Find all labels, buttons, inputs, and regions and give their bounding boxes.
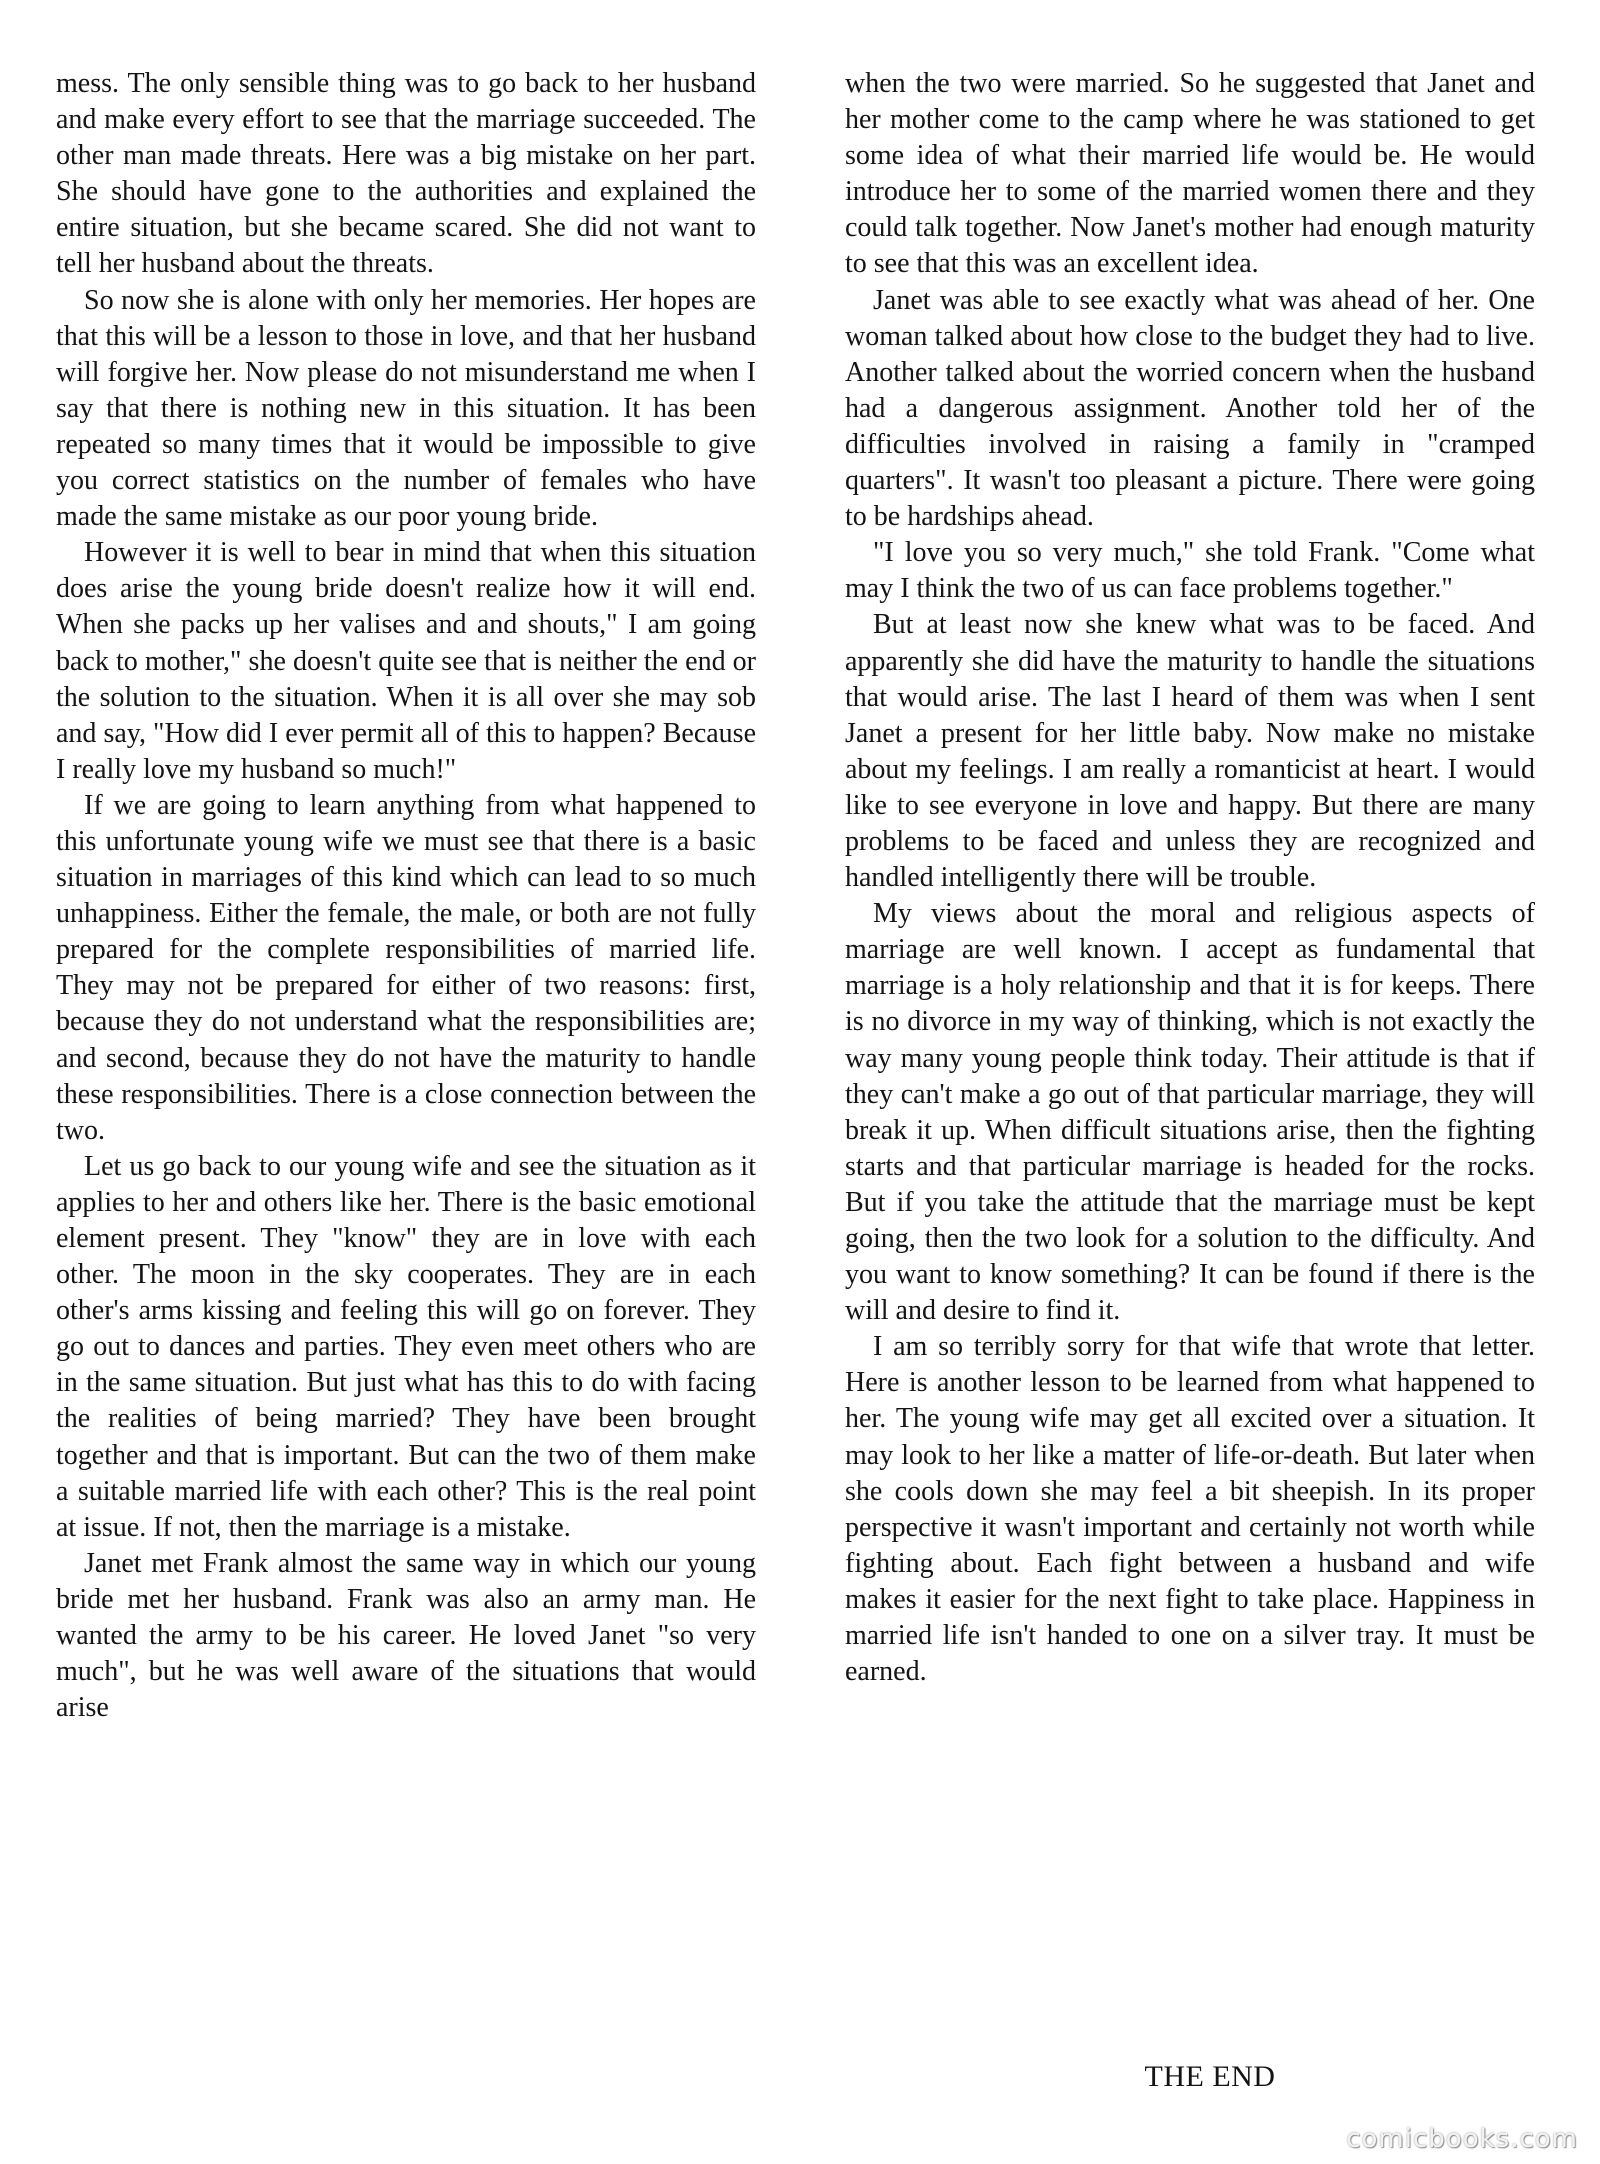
paragraph: Janet was able to see exactly what was ahead of her. One woman talked about how close to the budget they had to live. Another talked about the worried concern when the husband had a dangerous assignment. Another told her of the difficulties involved in raising a family in "cramped quarters". It wasn't too pleasant a picture. There were going to be hardships ahead. — [845, 284, 1535, 533]
paragraph: when the two were married. So he suggested that Janet and her mother come to the camp where he was stationed to get some idea of what their married life would be. He would introduce her to some of the married women there and they could talk together. Now Janet's mother had enough maturity to see that this was an excellent idea. — [845, 68, 1535, 280]
paragraph: So now she is alone with only her memories. Her hopes are that this will be a lesson to those in love, and that her husband will forgive her. Now please do not misunderstand me when I say that there is nothing new in this situation. It has been repeated so many times that it would be impossible to give you correct statistics on the number of females who have made the same mistake as our poor young bride. — [56, 284, 756, 533]
paragraph: But at least now she knew what was to be faced. And apparently she did have the maturity to handle the situations that would arise. The last I heard of them was when I sent Janet a present for her little baby. Now make no mistake about my feelings. I am really a romanticist at heart. I would like to see everyone in love and happy. But there are many problems to be faced and unless they are recognized and handled intelligently there will be trouble. — [845, 609, 1535, 894]
paragraph: However it is well to bear in mind that when this situation does arise the young bride doesn't realize how it will end. When she packs up her valises and and shouts," I am going back to mother," she doesn't quite see that is neither the end or the solution to the situation. When it is all over she may sob and say, "How did I ever permit all of this to happen? Because I really love my husband so much!" — [56, 537, 756, 785]
paragraph: Let us go back to our young wife and see the situation as it applies to her and others like her. There is the basic emotional element present. They "know" they are in love with each other. The moon in the sky cooperates. They are in each other's arms kissing and feeling this will go on forever. They go out to dances and parties. They even meet others who are in the same situation. But just what has this to do with facing the realities of being married? They have been brought together and that is important. But can the two of them make a suitable married life with each other? This is the real point at issue. If not, then the marriage is a mistake. — [56, 1150, 756, 1543]
paragraph: I am so terribly sorry for that wife that wrote that letter. Here is another lesson to be learned from what happened to her. The young wife may get all excited over a situation. It may look to her like a matter of life-or-death. But later when she cools down she may feel a bit sheepish. In its proper perspective it wasn't important and certainly not worth while fighting about. Each fight between a husband and wife makes it easier for the next fight to take place. Happiness in married life isn't handed to one on a silver tray. It must be earned. — [845, 1331, 1535, 1688]
paragraph: Janet met Frank almost the same way in which our young bride met her husband. Frank was also an army man. He wanted the army to be his career. He loved Janet "so very much", but he was well aware of the situations that would arise — [56, 1547, 756, 1724]
left-text-column — [56, 66, 756, 1726]
paragraph: If we are going to learn anything from what happened to this unfortunate young wife we must see that there is a basic situation in marriages of this kind which can lead to so much unhappiness. Either the female, the male, or both are not fully prepared for the complete responsibilities of married life. They may not be prepared for either of two reasons: first, because they do not understand what the responsibilities are; and second, because they do not have the maturity to handle these responsibilities. There is a close connection between the two. — [56, 789, 756, 1146]
paragraph: My views about the moral and religious aspects of marriage are well known. I accept as fundamental that marriage is a holy relationship and that it is for keeps. There is no divorce in my way of thinking, which is not exactly the way many young people think today. Their attitude is that if they can't make a go out of that particular marriage, they will break it up. When difficult situations arise, then the fighting starts and that particular marriage is headed for the rocks. But if you take the attitude that the marriage must be kept going, then the two look for a solution to the difficulty. And you want to know something? It can be found if there is the will and desire to find it. — [845, 898, 1535, 1327]
paragraph: "I love you so very much," she told Frank. "Come what may I think the two of us can face problems together." — [845, 537, 1535, 605]
right-text-column — [845, 66, 1535, 1690]
the-end-label: THE END — [1144, 2060, 1276, 2093]
paragraph: mess. The only sensible thing was to go back to her husband and make every effort to see that the marriage succeeded. The other man made threats. Here was a big mistake on her part. She should have gone to the authorities and explained the entire situation, but she became scared. She did not want to tell her husband about the threats. — [56, 68, 756, 280]
site-watermark: comicbooks.com — [1346, 2124, 1578, 2154]
